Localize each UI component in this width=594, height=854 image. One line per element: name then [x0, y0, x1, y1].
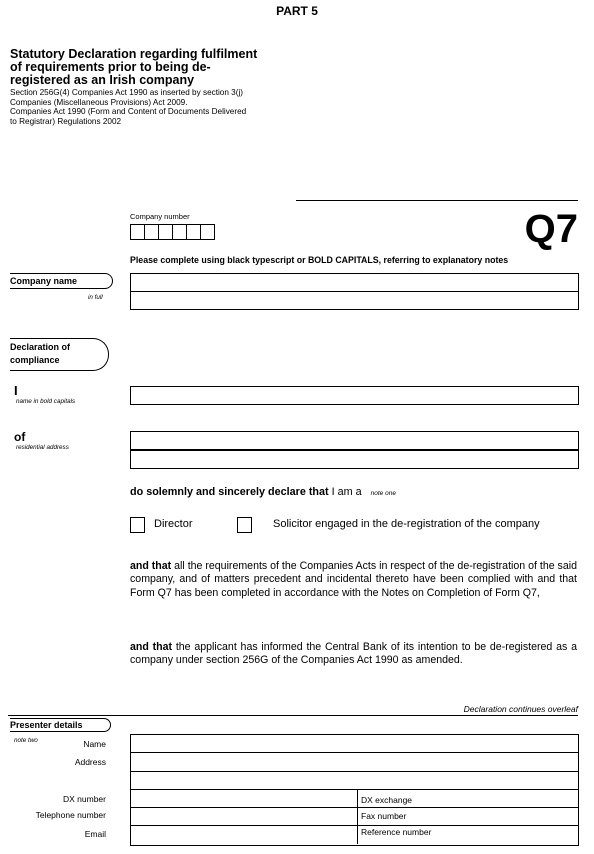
telephone-label: Telephone number: [35, 810, 106, 820]
company-number-boxes: [130, 224, 214, 240]
reference-label[interactable]: Reference number: [361, 827, 432, 837]
company-number-digit[interactable]: [144, 224, 159, 240]
para2-text: the applicant has informed the Central Bank of its intention to be de-registered as a company under section 256G of the Companies Act 1990 as amended.: [130, 641, 577, 667]
i-hint: name in bold capitals: [16, 398, 76, 405]
presenter-tab: [10, 718, 111, 732]
regulations-text: Companies Act 1990 (Form and Content of Documents Delivered to Registrar) Regulations 2002: [10, 107, 247, 126]
company-number-digit[interactable]: [186, 224, 201, 240]
part-heading: PART 5: [276, 4, 318, 18]
of-label: of: [14, 430, 26, 444]
presenter-name-label: Name: [83, 739, 106, 749]
form-code: Q7: [524, 207, 578, 251]
declaration-tab: [10, 338, 109, 371]
note-one: note one: [370, 490, 396, 497]
form-title: Statutory Declaration regarding fulfilment of requirements prior to being de-registered as an Irish company: [10, 47, 258, 87]
company-number-digit[interactable]: [172, 224, 187, 240]
note-two: note two: [14, 737, 38, 744]
address-field-1[interactable]: [130, 431, 579, 450]
para1-text: all the requirements of the Companies Acts in respect of the de-registration of the said company, and of matters precedent and incidental thereto have been complied with and that Form Q7 has been completed in accordance with the Notes on Completion of Form Q7,: [130, 560, 577, 599]
declare-rest: I am a: [328, 486, 362, 498]
solicitor-label: Solicitor engaged in the de-registration of the company: [273, 518, 540, 530]
para2-bold: and that: [130, 641, 173, 653]
declaration-label-2: compliance: [10, 355, 60, 365]
presenter-divider: [8, 715, 578, 716]
company-number-label: Company number: [130, 212, 190, 221]
email-field[interactable]: [131, 826, 356, 843]
address-field-2[interactable]: [130, 450, 579, 469]
director-checkbox[interactable]: [130, 517, 145, 533]
presenter-name-field[interactable]: [131, 735, 577, 752]
company-name-tab: [10, 273, 113, 289]
fax-label[interactable]: Fax number: [361, 811, 407, 821]
dx-number-label: DX number: [63, 794, 106, 804]
legal-references: [10, 88, 255, 126]
email-label: Email: [84, 829, 106, 839]
of-hint: residential address: [16, 444, 69, 451]
presenter-address-field[interactable]: [131, 753, 577, 789]
company-name-field-2[interactable]: [130, 291, 579, 310]
instructions: Please complete using black typescript or BOLD CAPITALS, referring to explanatory notes: [130, 255, 509, 265]
dx-number-field[interactable]: [131, 790, 356, 807]
central-bank-paragraph: [130, 641, 577, 668]
para1-bold: and that: [130, 560, 172, 572]
i-label: I: [14, 383, 18, 398]
telephone-field[interactable]: [131, 808, 356, 825]
company-number-digit[interactable]: [130, 224, 145, 240]
grid-divider: [357, 790, 358, 844]
company-name-hint: in full: [88, 294, 103, 301]
declare-bold: do solemnly and sincerely declare that: [130, 486, 329, 498]
solicitor-checkbox[interactable]: [237, 517, 252, 533]
declaration-label-1: Declaration of: [10, 342, 71, 352]
legal-refs-text: Section 256G(4) Companies Act 1990 as inserted by section 3(j) Companies (Miscellaneous Provisions) Act 2009.: [10, 88, 244, 107]
company-name-label: Company name: [10, 276, 78, 286]
company-number-digit[interactable]: [200, 224, 215, 240]
dx-exchange-label[interactable]: DX exchange: [361, 795, 413, 805]
presenter-address-label: Address: [74, 757, 106, 767]
compliance-paragraph: [130, 560, 577, 600]
company-number-digit[interactable]: [158, 224, 173, 240]
continues-overleaf: Declaration continues overleaf: [463, 704, 578, 714]
company-name-field-1[interactable]: [130, 273, 579, 292]
presenter-label: Presenter details: [10, 720, 83, 730]
declare-line: [130, 486, 396, 498]
director-label: Director: [154, 518, 193, 530]
top-divider: [296, 200, 578, 201]
declarant-name-field[interactable]: [130, 386, 579, 405]
